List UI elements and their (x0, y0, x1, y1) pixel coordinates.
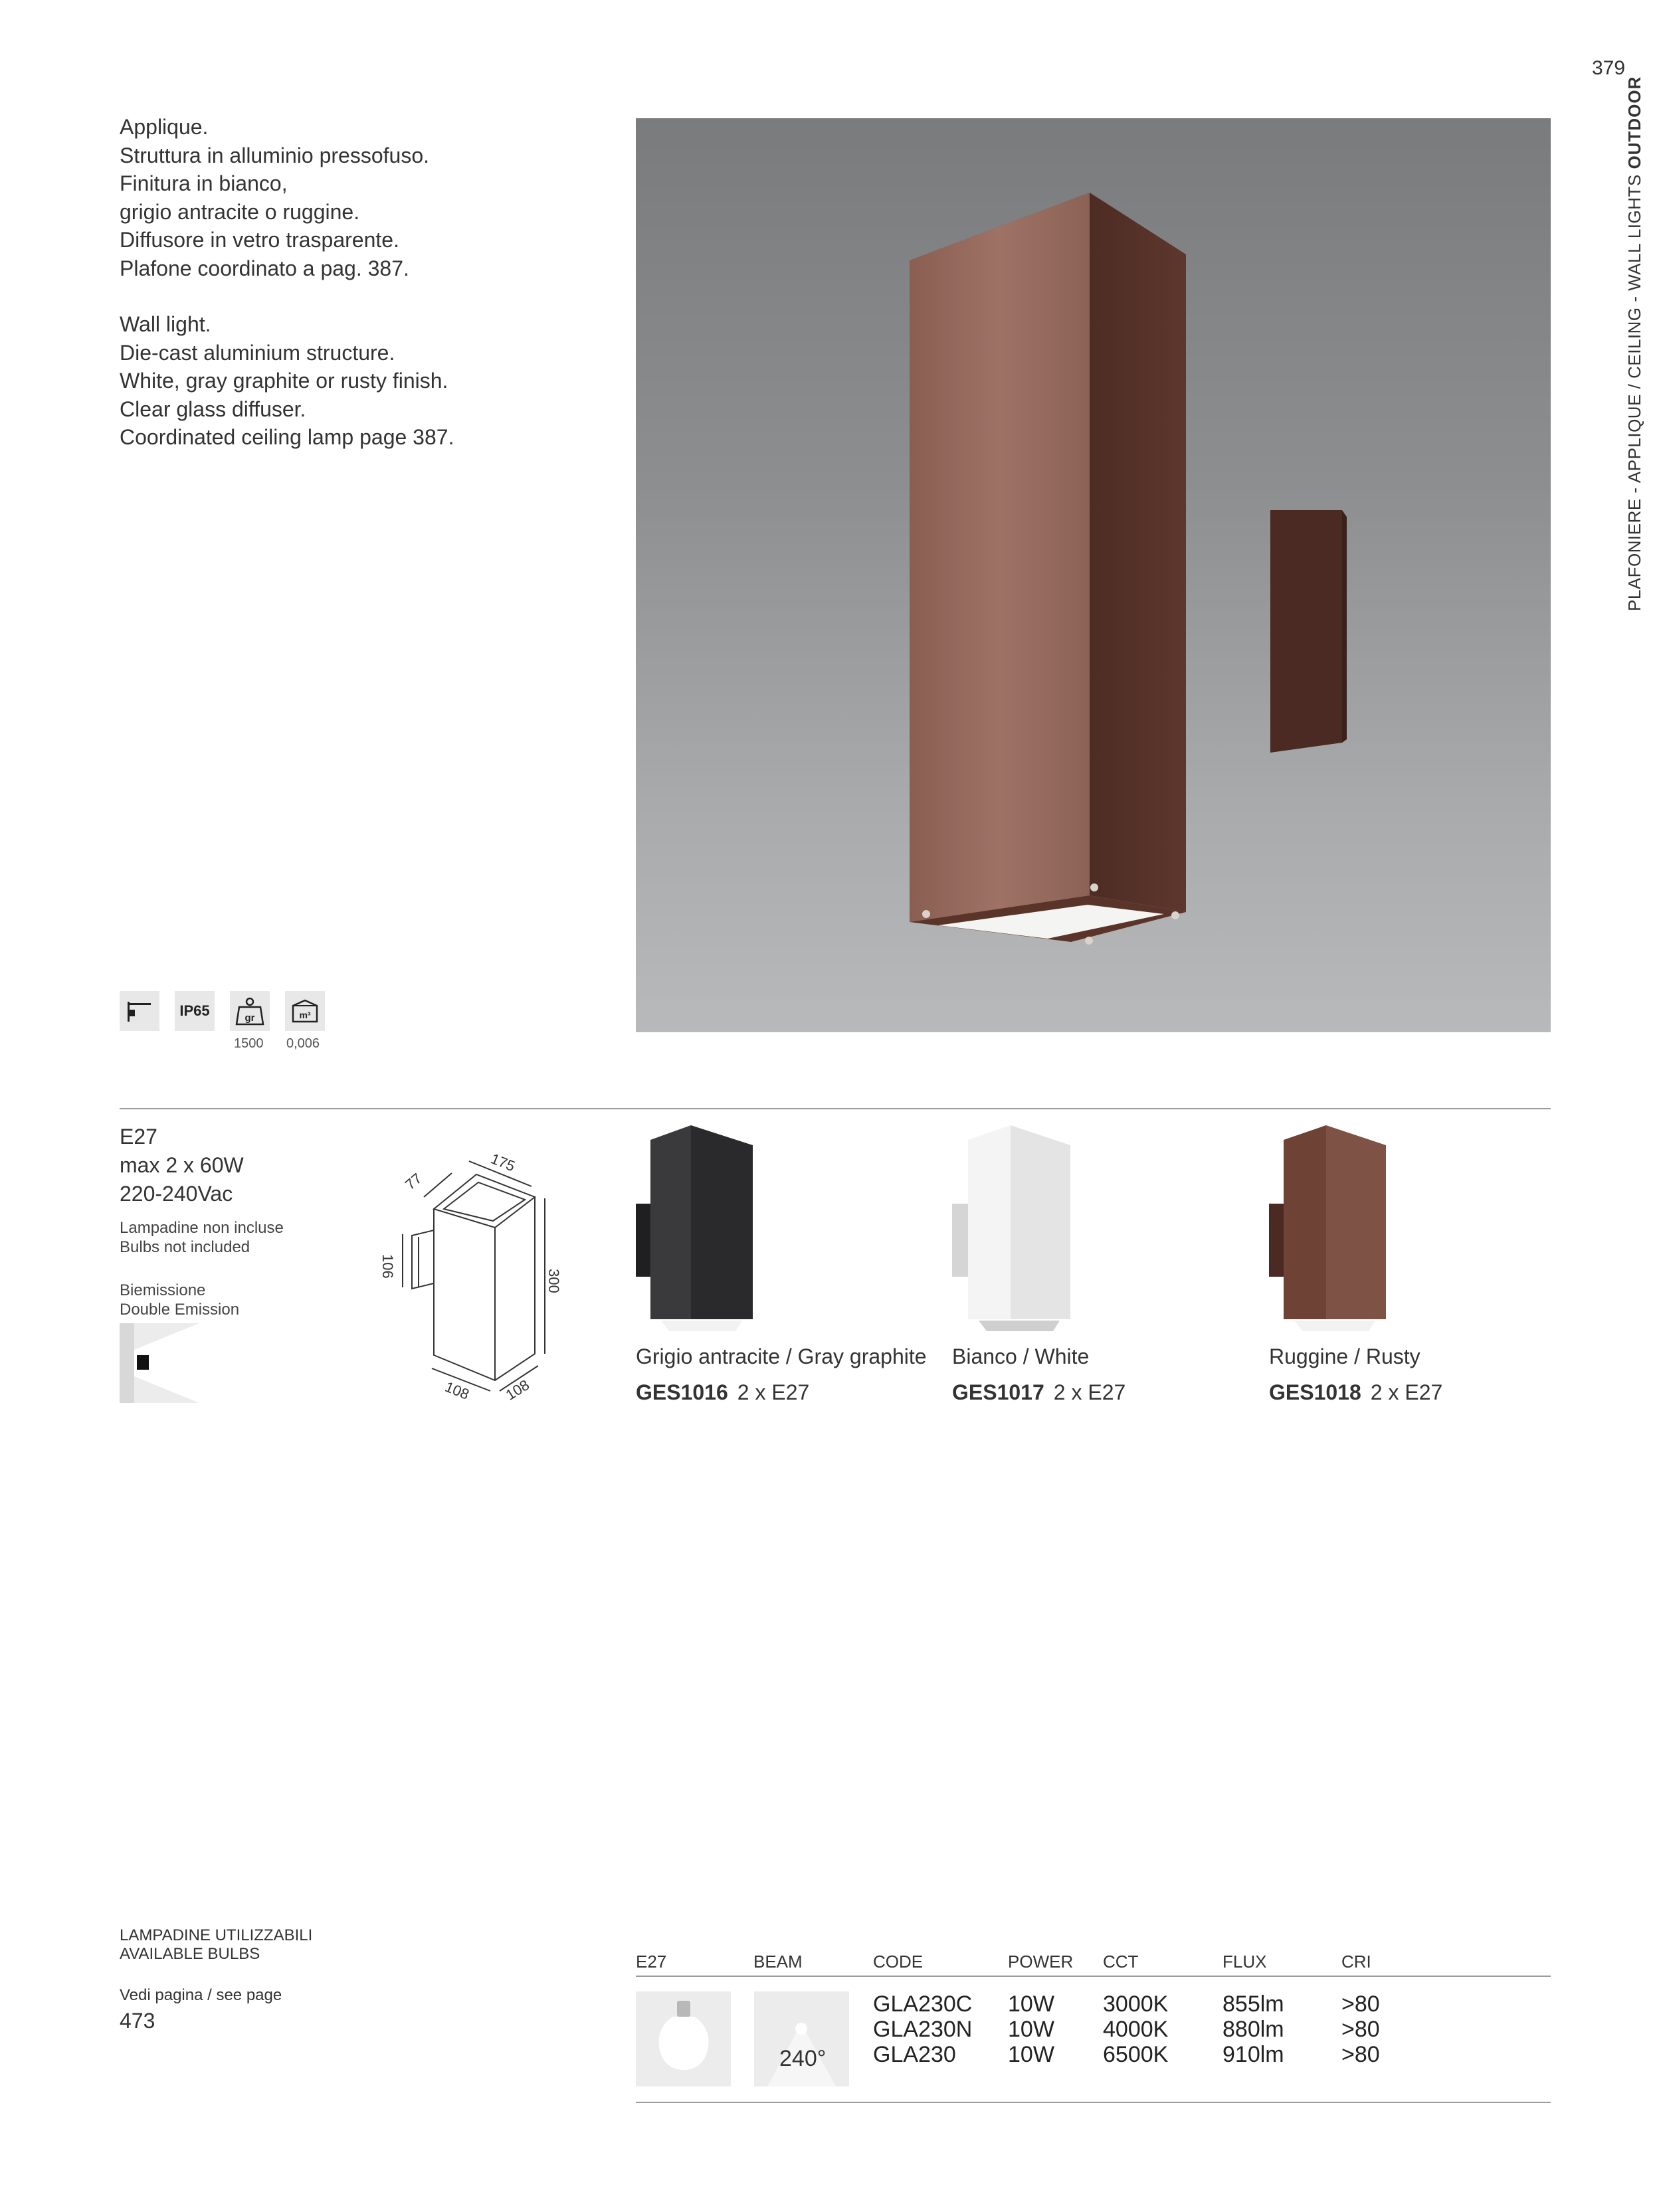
col-header-code: CODE (873, 1952, 924, 1972)
bulb-power: 10W (1008, 2042, 1054, 2067)
emission-note (120, 1281, 239, 1319)
bulbs-note-en: Bulbs not included (120, 1238, 250, 1256)
bulbs-heading-en: AVAILABLE BULBS (120, 1945, 260, 1963)
bulb-power: 10W (1008, 1991, 1054, 2017)
dim-bracket-label: 106 (379, 1254, 396, 1279)
volume-unit: m³ (299, 1010, 311, 1020)
bulb-flux: 855lm (1222, 1991, 1284, 2017)
bulb-flux: 910lm (1222, 2042, 1284, 2067)
volume-m3-icon (285, 991, 325, 1031)
bulb-code: GLA230 (873, 2042, 956, 2067)
desc-it-line: Plafone coordinato a pag. 387. (120, 256, 409, 280)
emission-note-it: Biemissione (120, 1281, 206, 1299)
spec-socket: E27 (120, 1125, 157, 1149)
dim-base-left-label: 108 (442, 1378, 472, 1403)
variant-code-graphite (636, 1380, 809, 1405)
product-photo (636, 118, 1551, 1032)
bulb-cct: 6500K (1103, 2042, 1169, 2067)
volume-value: 0,006 (286, 1036, 320, 1051)
bulb-code: GLA230C (873, 1991, 973, 2017)
section-divider (120, 1108, 1551, 1109)
bulb-flux-column (1222, 1991, 1284, 2067)
bulb-cct: 4000K (1103, 2017, 1169, 2042)
weight-value: 1500 (234, 1036, 264, 1051)
bulb-cri-column (1341, 1991, 1380, 2067)
wall-mount-icon (120, 991, 159, 1031)
dim-depth-label: 77 (401, 1170, 425, 1194)
spec-voltage: 220-240Vac (120, 1182, 233, 1206)
section-tab-outdoor: OUTDOOR (1624, 76, 1644, 169)
desc-it-line: Diffusore in vetro trasparente. (120, 228, 399, 252)
emission-note-en: Double Emission (120, 1301, 240, 1319)
variant-thumb-white (952, 1120, 1085, 1333)
double-emission-icon (120, 1323, 199, 1403)
variant-label-graphite: Grigio antracite / Gray graphite (636, 1344, 927, 1368)
desc-en-line: Clear glass diffuser. (120, 397, 306, 421)
bulb-cri: >80 (1341, 2042, 1380, 2067)
dim-top-label: 175 (488, 1150, 518, 1175)
table-header-rule (636, 1976, 1551, 1977)
bulbs-note-it: Lampadine non incluse (120, 1219, 284, 1237)
variant-bulbs: 2 x E27 (1370, 1380, 1443, 1404)
bulb-code-column (873, 1991, 972, 2067)
desc-it-line: Applique. (120, 115, 209, 139)
desc-it-line: grigio antracite o ruggine. (120, 199, 360, 224)
col-header-e27: E27 (636, 1952, 667, 1972)
variant-thumb-rusty (1269, 1120, 1402, 1333)
table-bottom-rule (636, 2102, 1551, 2103)
beam-angle-value: 240° (779, 2046, 827, 2071)
variant-thumb-graphite (636, 1120, 769, 1333)
electrical-specs (120, 1123, 244, 1208)
bulbs-note (120, 1218, 284, 1257)
col-header-cct: CCT (1103, 1952, 1139, 1972)
desc-en-line: White, gray graphite or rusty finish. (120, 369, 448, 393)
dimension-drawing (359, 1143, 585, 1408)
product-code: GES1018 (1269, 1380, 1361, 1404)
beam-angle-tile (754, 1991, 849, 2086)
desc-it-line: Finitura in bianco, (120, 171, 288, 195)
variant-label-rusty: Ruggine / Rusty (1269, 1344, 1420, 1368)
available-bulbs-heading (120, 1926, 312, 1964)
desc-en-line: Wall light. (120, 312, 211, 336)
bulb-e27-icon (636, 1991, 731, 2086)
col-header-power: POWER (1008, 1952, 1074, 1972)
bulb-cct: 3000K (1103, 1991, 1169, 2017)
bulb-flux: 880lm (1222, 2017, 1284, 2042)
bulb-power: 10W (1008, 2017, 1054, 2042)
dim-base-right-label: 108 (502, 1376, 533, 1404)
ip-rating-badge: IP65 (175, 991, 215, 1031)
variant-bulbs: 2 x E27 (737, 1380, 810, 1404)
product-code: GES1016 (636, 1380, 728, 1404)
desc-it-line: Struttura in alluminio pressofuso. (120, 143, 429, 167)
page-number: 379 (1592, 57, 1626, 79)
bulb-cri: >80 (1341, 2017, 1380, 2042)
section-tab-categories: PLAFONIERE - APPLIQUE / CEILING - WALL LIGHTS (1624, 174, 1644, 611)
bulb-power-column (1008, 1991, 1054, 2067)
desc-en-line: Die-cast aluminium structure. (120, 340, 395, 365)
variant-code-rusty (1269, 1380, 1442, 1405)
bulb-cri: >80 (1341, 1991, 1380, 2017)
col-header-flux: FLUX (1222, 1952, 1267, 1972)
bulb-code: GLA230N (873, 2017, 973, 2042)
bulb-cct-column (1103, 1991, 1168, 2067)
see-page-label: Vedi pagina / see page (120, 1986, 282, 2004)
variant-code-white (952, 1380, 1125, 1405)
section-tab (1624, 76, 1651, 611)
col-header-beam: BEAM (753, 1952, 803, 1972)
bulbs-heading-it: LAMPADINE UTILIZZABILI (120, 1926, 313, 1944)
desc-en-line: Coordinated ceiling lamp page 387. (120, 425, 454, 449)
dim-height-label: 300 (545, 1269, 562, 1293)
col-header-cri: CRI (1341, 1952, 1371, 1972)
weight-gr-icon (230, 991, 270, 1031)
product-code: GES1017 (952, 1380, 1044, 1404)
product-description (120, 113, 625, 452)
variant-bulbs: 2 x E27 (1053, 1380, 1126, 1404)
weight-unit: gr (244, 1012, 255, 1024)
variant-label-white: Bianco / White (952, 1344, 1090, 1368)
spec-power: max 2 x 60W (120, 1153, 244, 1177)
wall-light-rusty-illustration (636, 118, 1551, 1032)
see-page-number: 473 (120, 2009, 155, 2033)
